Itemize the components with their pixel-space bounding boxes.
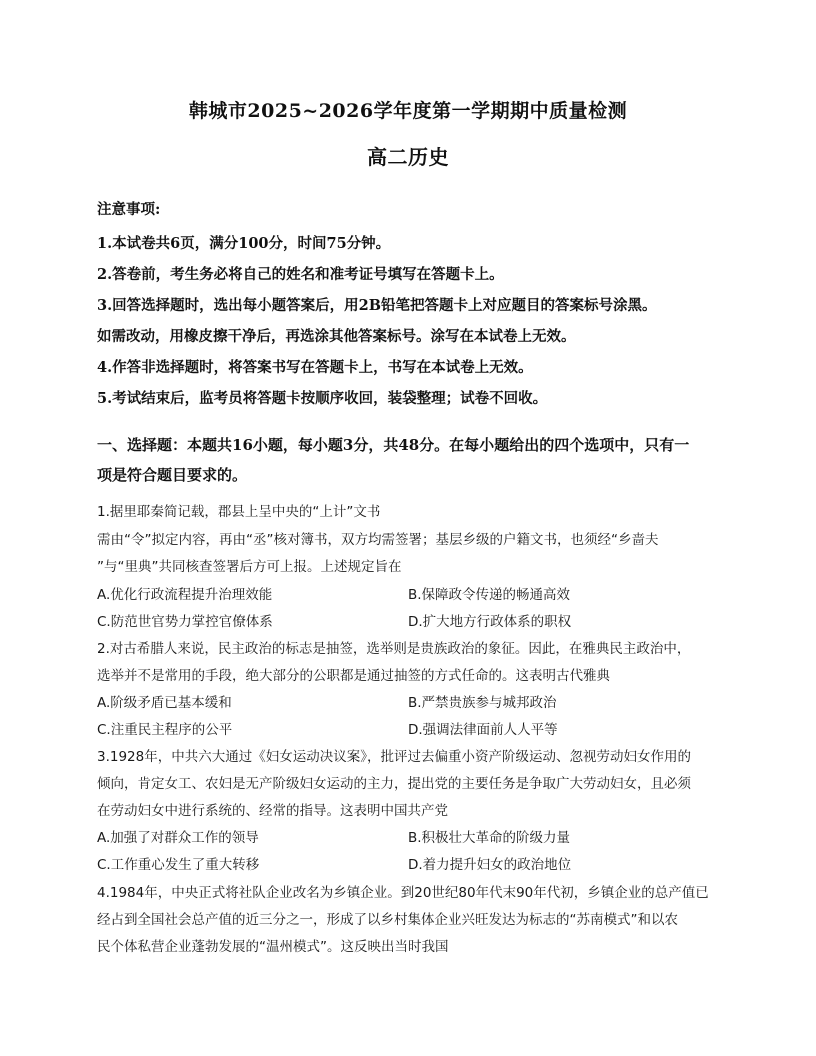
question-2-option-a: A.阶级矛盾已基本缓和: [97, 695, 232, 711]
question-4-line-1: 4.1984年，中央正式将社队企业改名为乡镇企业。到20世纪80年代末90年代初，乡镇企业的总产值已: [97, 885, 709, 901]
question-4-line-3: 民个体私营企业蓬勃发展的“温州模式”。这反映出当时我国: [97, 939, 449, 955]
notice-item-1: 1.本试卷共6页，满分100分，时间75分钟。: [97, 235, 391, 252]
question-1-option-c: C.防范世官势力掌控官僚体系: [97, 614, 273, 630]
question-3-option-d: D.着力提升妇女的政治地位: [408, 857, 572, 873]
question-1-option-d: D.扩大地方行政体系的职权: [408, 614, 572, 630]
question-2-option-d: D.强调法律面前人人平等: [408, 722, 558, 738]
notice-item-3-cont: 如需改动，用橡皮擦干净后，再选涂其他答案标号。涂写在本试卷上无效。: [97, 328, 576, 345]
question-1-line-2: 需由“令”拟定内容，再由“丞”核对簿书，双方均需签署；基层乡级的户籍文书，也须经“乡啬夫: [97, 532, 659, 548]
section-heading: 一、选择题：本题共16小题，每小题3分，共48分。在每小题给出的四个选项中，只有一: [97, 436, 690, 454]
question-1-option-b: B.保障政令传递的畅通高效: [408, 587, 571, 603]
question-2-option-b: B.严禁贵族参与城邦政治: [408, 695, 557, 711]
question-2-line-1: 2.对古希腊人来说，民主政治的标志是抽签，选举则是贵族政治的象征。因此，在雅典民主政治中，: [97, 641, 691, 657]
question-3-line-1: 3.1928年，中共六大通过《妇女运动决议案》，批评过去偏重小资产阶级运动、忽视劳动妇女作用的: [97, 749, 691, 765]
section-heading-cont: 项是符合题目要求的。: [97, 466, 248, 484]
page-subtitle: 高二历史: [367, 145, 449, 169]
question-4-line-2: 经占到全国社会总产值的近三分之一，形成了以乡村集体企业兴旺发达为标志的“苏南模式”和以农: [97, 912, 678, 928]
notice-item-5: 5.考试结束后，监考员将答题卡按顺序收回，装袋整理；试卷不回收。: [97, 390, 548, 407]
notice-item-2: 2.答卷前，考生务必将自己的姓名和准考证号填写在答题卡上。: [97, 266, 504, 283]
question-3-line-3: 在劳动妇女中进行系统的、经常的指导。这表明中国共产党: [97, 803, 448, 819]
question-1-line-3: ”与“里典”共同核查签署后方可上报。上述规定旨在: [97, 559, 402, 575]
question-1-option-a: A.优化行政流程提升治理效能: [97, 587, 273, 603]
question-1-line-1: 1.据里耶秦简记载，郡县上呈中央的“上计”文书: [97, 504, 381, 520]
question-2-line-2: 选举并不是常用的手段，绝大部分的公职都是通过抽签的方式任命的。这表明古代雅典: [97, 668, 610, 684]
notice-heading: 注意事项:: [97, 201, 161, 218]
question-3-line-2: 倾向，肯定女工、农妇是无产阶级妇女运动的主力，提出党的主要任务是争取广大劳动妇女，且必须: [97, 776, 691, 792]
notice-item-4: 4.作答非选择题时，将答案书写在答题卡上，书写在本试卷上无效。: [97, 359, 533, 376]
question-3-option-b: B.积极壮大革命的阶级力量: [408, 830, 571, 846]
question-3-option-c: C.工作重心发生了重大转移: [97, 857, 260, 873]
notice-item-3: 3.回答选择题时，选出每小题答案后，用2B铅笔把答题卡上对应题目的答案标号涂黑。: [97, 297, 657, 314]
question-2-option-c: C.注重民主程序的公平: [97, 722, 233, 738]
page-title: 韩城市2025~2026学年度第一学期期中质量检测: [188, 100, 628, 122]
question-3-option-a: A.加强了对群众工作的领导: [97, 830, 259, 846]
